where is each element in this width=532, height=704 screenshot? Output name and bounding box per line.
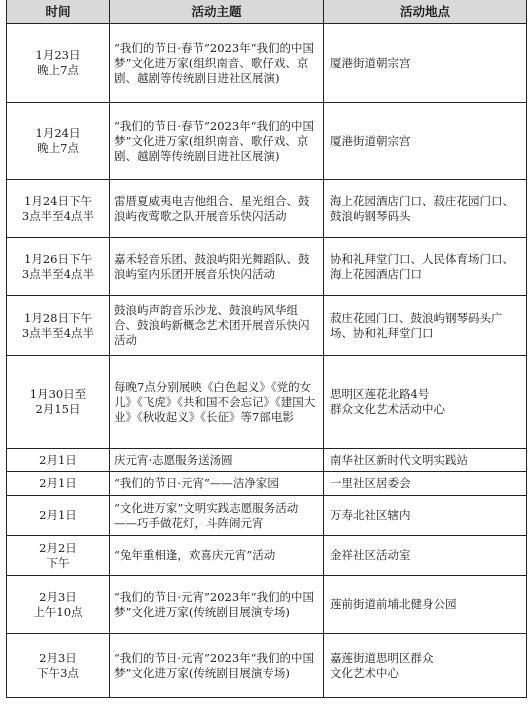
place-cell: 厦港街道朝宗宫 xyxy=(324,103,527,180)
place-cell: 厦港街道朝宗宫 xyxy=(324,24,527,103)
table-row xyxy=(7,238,527,296)
place-cell: 南华社区新时代文明实践站 xyxy=(324,449,527,472)
time-cell: 1月28日下午 3点半至4点半 xyxy=(7,296,110,356)
theme-cell: “我们的节日·元宵”2023年“我们的中国梦”文化进万家(传统剧目展演专场) xyxy=(110,576,324,634)
place-cell: 莲前街道前埔北健身公园 xyxy=(324,576,527,634)
table-row xyxy=(7,576,527,634)
time-cell: 2月1日 xyxy=(7,472,110,496)
table-row xyxy=(7,180,527,238)
table-row xyxy=(7,634,527,698)
theme-cell: “兔年重相逢，欢喜庆元宵”活动 xyxy=(110,536,324,576)
time-cell: 1月24日 晚上7点 xyxy=(7,103,110,180)
table-row xyxy=(7,24,527,103)
time-cell: 1月26日下午 3点半至4点半 xyxy=(7,238,110,296)
theme-cell: “我们的节日·元宵”2023年“我们的中国梦”文化进万家(传统剧目展演专场) xyxy=(110,634,324,698)
theme-cell: “我们的节日·春节”2023年“我们的中国梦”文化进万家(组织南音、歌仔戏、京剧、越剧等传统剧目进社区展演) xyxy=(110,103,324,180)
time-cell: 2月3日 下午3点 xyxy=(7,634,110,698)
table-row xyxy=(7,103,527,180)
place-cell: 一里社区居委会 xyxy=(324,472,527,496)
time-cell: 1月23日 晚上7点 xyxy=(7,24,110,103)
table-row xyxy=(7,296,527,356)
time-cell: 1月30日至 2月15日 xyxy=(7,356,110,449)
theme-cell: “我们的节日·元宵”——洁净家园 xyxy=(110,472,324,496)
time-cell: 1月24日下午 3点半至4点半 xyxy=(7,180,110,238)
time-cell: 2月3日 上午10点 xyxy=(7,576,110,634)
theme-cell: “我们的节日·春节”2023年“我们的中国梦”文化进万家(组织南音、歌仔戏、京剧、越剧等传统剧目进社区展演) xyxy=(110,24,324,103)
header-time: 时间 xyxy=(7,0,110,24)
theme-cell: 庆元宵·志愿服务送汤圆 xyxy=(110,449,324,472)
time-cell: 2月2日 下午 xyxy=(7,536,110,576)
theme-cell: “文化进万家”文明实践志愿服务活动——巧手做花灯，斗阵闹元宵 xyxy=(110,496,324,536)
events-table xyxy=(6,0,527,698)
place-cell: 万寿北社区辖内 xyxy=(324,496,527,536)
header-theme: 活动主题 xyxy=(110,0,324,24)
table-row xyxy=(7,449,527,472)
place-cell: 金祥社区活动室 xyxy=(324,536,527,576)
place-cell: 菽庄花园门口、鼓浪屿钢琴码头广场、协和礼拜堂门口 xyxy=(324,296,527,356)
header-row xyxy=(7,0,527,24)
time-cell: 2月1日 xyxy=(7,496,110,536)
place-cell: 协和礼拜堂门口、人民体育场门口、海上花园酒店门口 xyxy=(324,238,527,296)
place-cell: 思明区莲花北路4号 群众文化艺术活动中心 xyxy=(324,356,527,449)
table-row xyxy=(7,356,527,449)
table-row xyxy=(7,472,527,496)
theme-cell: 鼓浪屿声韵音乐沙龙、鼓浪屿风华组合、鼓浪屿新概念艺术团开展音乐快闪活动 xyxy=(110,296,324,356)
theme-cell: 嘉禾轻音乐团、鼓浪屿阳光舞蹈队、鼓浪屿室内乐团开展音乐快闪活动 xyxy=(110,238,324,296)
place-cell: 海上花园酒店门口、菽庄花园门口、鼓浪屿钢琴码头 xyxy=(324,180,527,238)
table-row xyxy=(7,496,527,536)
table-row xyxy=(7,536,527,576)
place-cell: 嘉莲街道思明区群众 文化艺术中心 xyxy=(324,634,527,698)
header-place: 活动地点 xyxy=(324,0,527,24)
theme-cell: 雷厝夏威夷电吉他组合、星光组合、鼓浪屿夜莺歌之队开展音乐快闪活动 xyxy=(110,180,324,238)
time-cell: 2月1日 xyxy=(7,449,110,472)
theme-cell: 每晚7点分别展映《白色起义》《党的女儿》《飞虎》《共和国不会忘记》《建国大业》《秋收起义》《长征》等7部电影 xyxy=(110,356,324,449)
